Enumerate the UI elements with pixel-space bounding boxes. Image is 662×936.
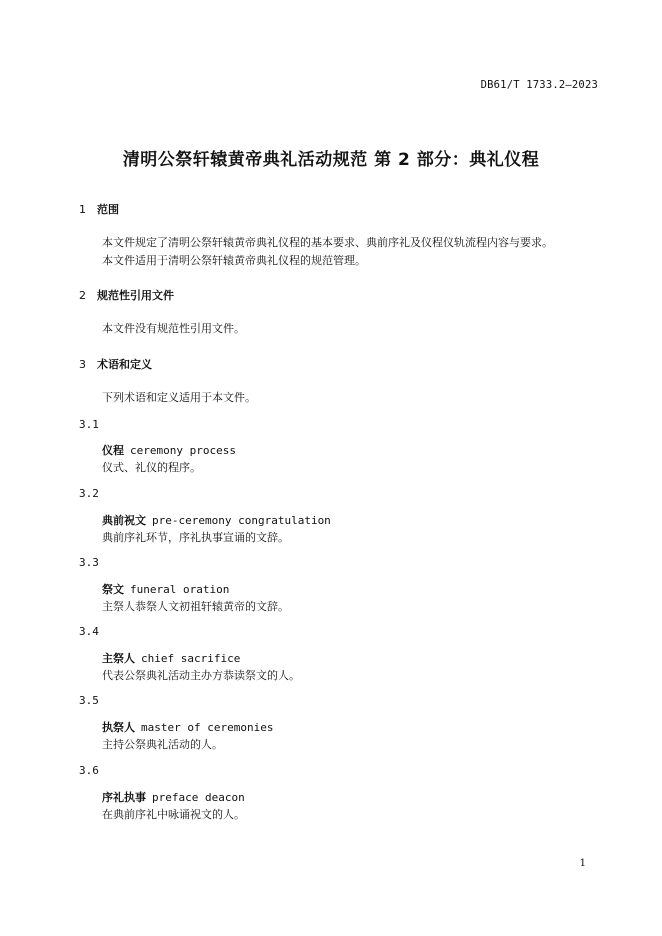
section-title: 范围 [97,203,119,216]
clause-number: 3.3 [79,556,99,569]
term-english: preface deacon [152,791,245,804]
term-english: ceremony process [130,444,236,457]
term-english: chief sacrifice [141,652,241,665]
section-heading-normative-references [79,287,174,303]
clause-number: 3.5 [79,694,99,707]
term-definition: 主持公祭典礼活动的人。 [102,738,223,751]
section-number: 1 [79,203,86,216]
section-heading-scope [79,201,119,217]
paragraph: 本文件没有规范性引用文件。 [102,322,245,335]
term-chinese: 仪程 [102,444,124,457]
term-definition: 代表公祭典礼活动主办方恭读祭文的人。 [102,669,300,682]
term-english: master of ceremonies [141,721,274,734]
term-english: funeral oration [130,583,230,596]
section-title: 术语和定义 [97,358,152,371]
term-chinese: 典前祝文 [102,514,146,527]
term-chinese: 执祭人 [102,721,135,734]
term-entry [102,581,229,597]
term-entry [102,650,240,666]
clause-number: 3.6 [79,764,99,777]
clause-number: 3.2 [79,487,99,500]
term-definition: 在典前序礼中咏诵祝文的人。 [102,808,245,821]
term-chinese: 祭文 [102,583,124,596]
term-english: pre-ceremony congratulation [152,514,331,527]
section-number: 3 [79,358,86,371]
page-number: 1 [579,858,586,869]
term-entry [102,512,331,528]
section-number: 2 [79,289,86,302]
paragraph: 下列术语和定义适用于本文件。 [102,391,256,404]
term-entry [102,789,245,805]
clause-number: 3.4 [79,625,99,638]
term-chinese: 序礼执事 [102,791,146,804]
term-entry [102,442,236,458]
document-code: DB61/T 1733.2—2023 [480,79,598,91]
section-heading-terms-definitions [79,356,152,372]
term-definition: 主祭人恭祭人文初祖轩辕黄帝的文辞。 [102,600,289,613]
term-entry [102,719,273,735]
term-chinese: 主祭人 [102,652,135,665]
paragraph: 本文件规定了清明公祭轩辕黄帝典礼仪程的基本要求、典前序礼及仪程仪轨流程内容与要求。 [102,236,553,249]
clause-number: 3.1 [79,418,99,431]
term-definition: 典前序礼环节，序礼执事宣诵的文辞。 [102,531,289,544]
section-title: 规范性引用文件 [97,289,174,302]
term-definition: 仪式、礼仪的程序。 [102,461,201,474]
document-title: 清明公祭轩辕黄帝典礼活动规范 第 2 部分：典礼仪程 [122,150,540,170]
paragraph: 本文件适用于清明公祭轩辕黄帝典礼仪程的规范管理。 [102,254,366,267]
